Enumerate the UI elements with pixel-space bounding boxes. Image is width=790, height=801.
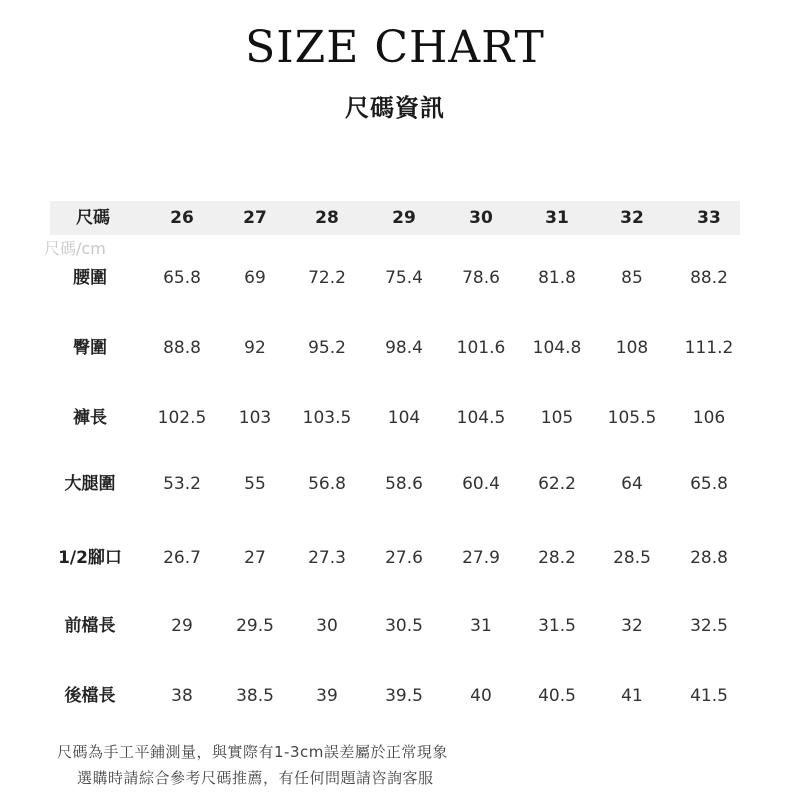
table-cell: 58.6 [385, 474, 423, 494]
table-cell: 53.2 [163, 474, 201, 494]
table-cell: 92 [244, 338, 266, 358]
table-cell: 88.8 [163, 338, 201, 358]
table-cell: 28.5 [613, 548, 651, 568]
table-cell: 29 [171, 616, 193, 636]
table-cell: 88.2 [690, 268, 728, 288]
table-cell: 65.8 [690, 474, 728, 494]
table-cell: 31.5 [538, 616, 576, 636]
table-cell: 102.5 [157, 408, 207, 428]
table-cell: 29.5 [236, 616, 274, 636]
table-cell: 108 [615, 338, 649, 358]
table-cell: 105 [540, 408, 574, 428]
table-cell: 85 [621, 268, 643, 288]
table-cell: 104.5 [456, 408, 506, 428]
row-label: 褲長 [73, 408, 107, 428]
table-cell: 39.5 [385, 686, 423, 706]
table-cell: 103.5 [302, 408, 352, 428]
table-cell: 78.6 [462, 268, 500, 288]
table-cell: 27.6 [385, 548, 423, 568]
header-size-27: 27 [243, 208, 267, 228]
table-cell: 27.3 [308, 548, 346, 568]
table-cell: 106 [692, 408, 726, 428]
table-cell: 41 [621, 686, 643, 706]
table-cell: 55 [244, 474, 266, 494]
table-cell: 38 [171, 686, 193, 706]
table-cell: 28.8 [690, 548, 728, 568]
table-cell: 38.5 [236, 686, 274, 706]
table-cell: 30 [316, 616, 338, 636]
table-cell: 27 [244, 548, 266, 568]
table-cell: 31 [470, 616, 492, 636]
table-cell: 104.8 [532, 338, 582, 358]
header-size-32: 32 [620, 208, 644, 228]
page-subtitle: 尺碼資訊 [345, 94, 445, 122]
header-size-30: 30 [469, 208, 493, 228]
table-cell: 65.8 [163, 268, 201, 288]
table-cell: 64 [621, 474, 643, 494]
table-cell: 72.2 [308, 268, 346, 288]
header-size-26: 26 [170, 208, 194, 228]
table-cell: 39 [316, 686, 338, 706]
table-cell: 32.5 [690, 616, 728, 636]
table-cell: 40 [470, 686, 492, 706]
table-cell: 69 [244, 268, 266, 288]
table-cell: 75.4 [385, 268, 423, 288]
table-cell: 95.2 [308, 338, 346, 358]
table-cell: 41.5 [690, 686, 728, 706]
page-title: SIZE CHART [245, 22, 545, 73]
table-cell: 60.4 [462, 474, 500, 494]
table-cell: 28.2 [538, 548, 576, 568]
table-cell: 62.2 [538, 474, 576, 494]
header-size-33: 33 [697, 208, 721, 228]
header-size-28: 28 [315, 208, 339, 228]
header-size-29: 29 [392, 208, 416, 228]
table-cell: 40.5 [538, 686, 576, 706]
table-cell: 32 [621, 616, 643, 636]
note-line-1: 尺碼為手工平鋪測量，與實際有1-3cm誤差屬於正常現象 [57, 743, 448, 761]
header-size-31: 31 [545, 208, 569, 228]
table-cell: 56.8 [308, 474, 346, 494]
row-label: 大腿圍 [64, 474, 116, 494]
row-label: 1/2腳口 [58, 548, 122, 568]
row-label: 腰圍 [73, 268, 107, 288]
row-label: 臀圍 [73, 338, 107, 358]
table-cell: 30.5 [385, 616, 423, 636]
table-cell: 101.6 [456, 338, 506, 358]
table-cell: 111.2 [684, 338, 734, 358]
table-cell: 27.9 [462, 548, 500, 568]
table-cell: 98.4 [385, 338, 423, 358]
note-line-2: 選購時請綜合參考尺碼推薦，有任何問題請咨詢客服 [77, 769, 434, 787]
header-size-label: 尺碼 [76, 208, 110, 228]
row-label: 前檔長 [64, 616, 116, 636]
table-cell: 103 [238, 408, 272, 428]
unit-label: 尺碼/cm [44, 239, 106, 258]
table-cell: 81.8 [538, 268, 576, 288]
row-label: 後檔長 [64, 686, 116, 706]
table-cell: 26.7 [163, 548, 201, 568]
table-cell: 104 [387, 408, 421, 428]
table-cell: 105.5 [607, 408, 657, 428]
